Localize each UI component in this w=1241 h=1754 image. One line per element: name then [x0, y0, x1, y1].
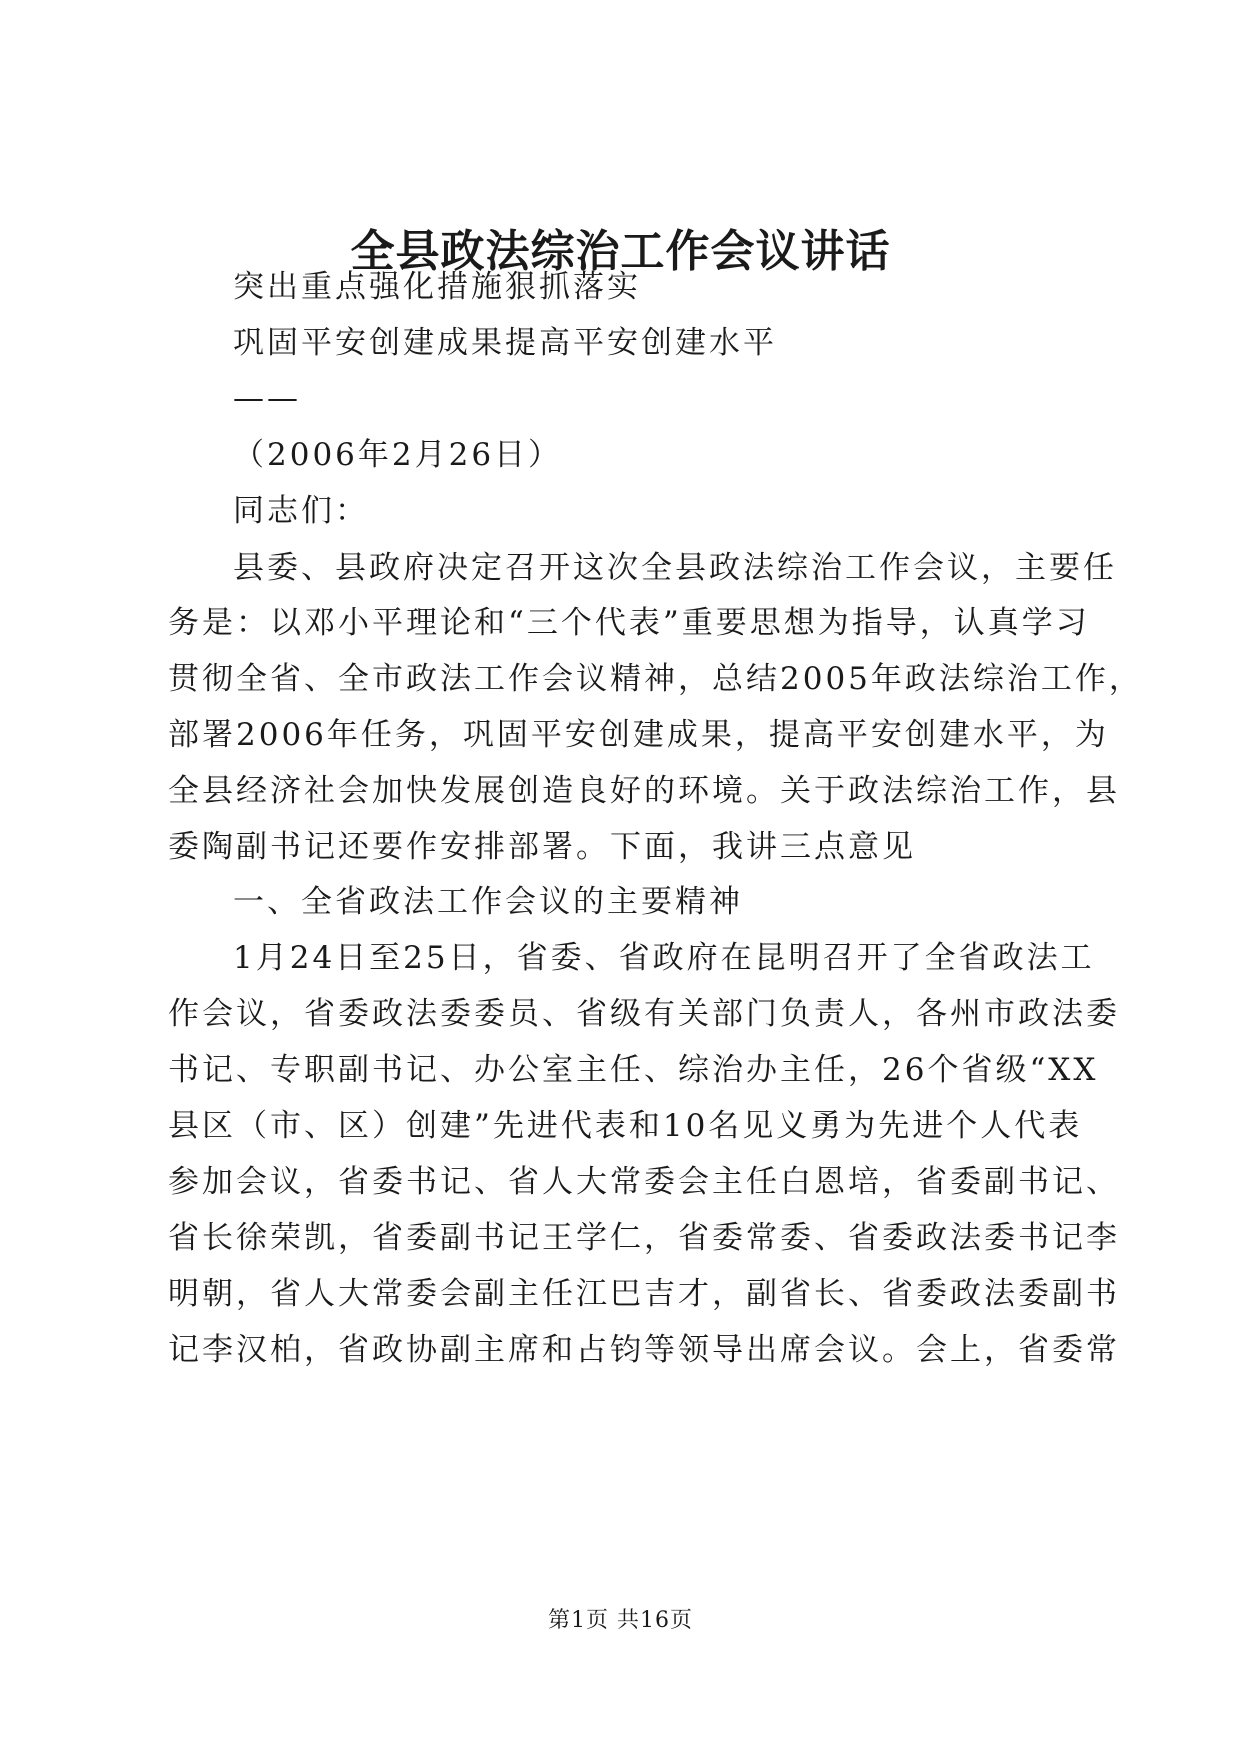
paragraph-line: 部署2006年任务，巩固平安创建成果，提高平安创建水平，为: [168, 717, 1109, 753]
section-heading: 一、全省政法工作会议的主要精神: [233, 884, 743, 920]
paragraph-line: 参加会议，省委书记、省人大常委会主任白恩培，省委副书记、: [168, 1164, 1120, 1200]
subtitle-line-1: 突出重点强化措施狠抓落实: [233, 269, 641, 305]
paragraph-line: 省长徐荣凯，省委副书记王学仁，省委常委、省委政法委书记李: [168, 1220, 1120, 1256]
paragraph-line: 明朝，省人大常委会副主任江巴吉才，副省长、省委政法委副书: [168, 1276, 1120, 1312]
paragraph-line: 务是：以邓小平理论和“三个代表”重要思想为指导，认真学习: [168, 605, 1090, 641]
document-title: 全县政法综治工作会议讲话: [350, 226, 891, 277]
date-line: （2006年2月26日）: [233, 437, 563, 473]
paragraph-line: 1月24日至25日，省委、省政府在昆明召开了全省政法工: [233, 940, 1095, 976]
paragraph-line: 全县经济社会加快发展创造良好的环境。关于政法综治工作，县: [168, 773, 1120, 809]
paragraph-line: 贯彻全省、全市政法工作会议精神，总结2005年政法综治工作，: [168, 661, 1143, 697]
paragraph-line: 委陶副书记还要作安排部署。下面，我讲三点意见: [168, 829, 916, 865]
page-number-footer: 第1页 共16页: [548, 1608, 693, 1633]
paragraph-line: 县区（市、区）创建”先进代表和10名见义勇为先进个人代表: [168, 1108, 1083, 1144]
paragraph-line: 记李汉柏，省政协副主席和占钧等领导出席会议。会上，省委常: [168, 1332, 1120, 1368]
salutation: 同志们：: [233, 493, 369, 529]
paragraph-line: 作会议，省委政法委委员、省级有关部门负责人，各州市政法委: [168, 996, 1120, 1032]
paragraph-line: 书记、专职副书记、办公室主任、综治办主任，26个省级“XX: [168, 1052, 1099, 1088]
subtitle-line-2: 巩固平安创建成果提高平安创建水平: [233, 325, 777, 361]
paragraph-line: 县委、县政府决定召开这次全县政法综治工作会议，主要任: [233, 550, 1117, 586]
dash-line: ——: [233, 380, 301, 416]
